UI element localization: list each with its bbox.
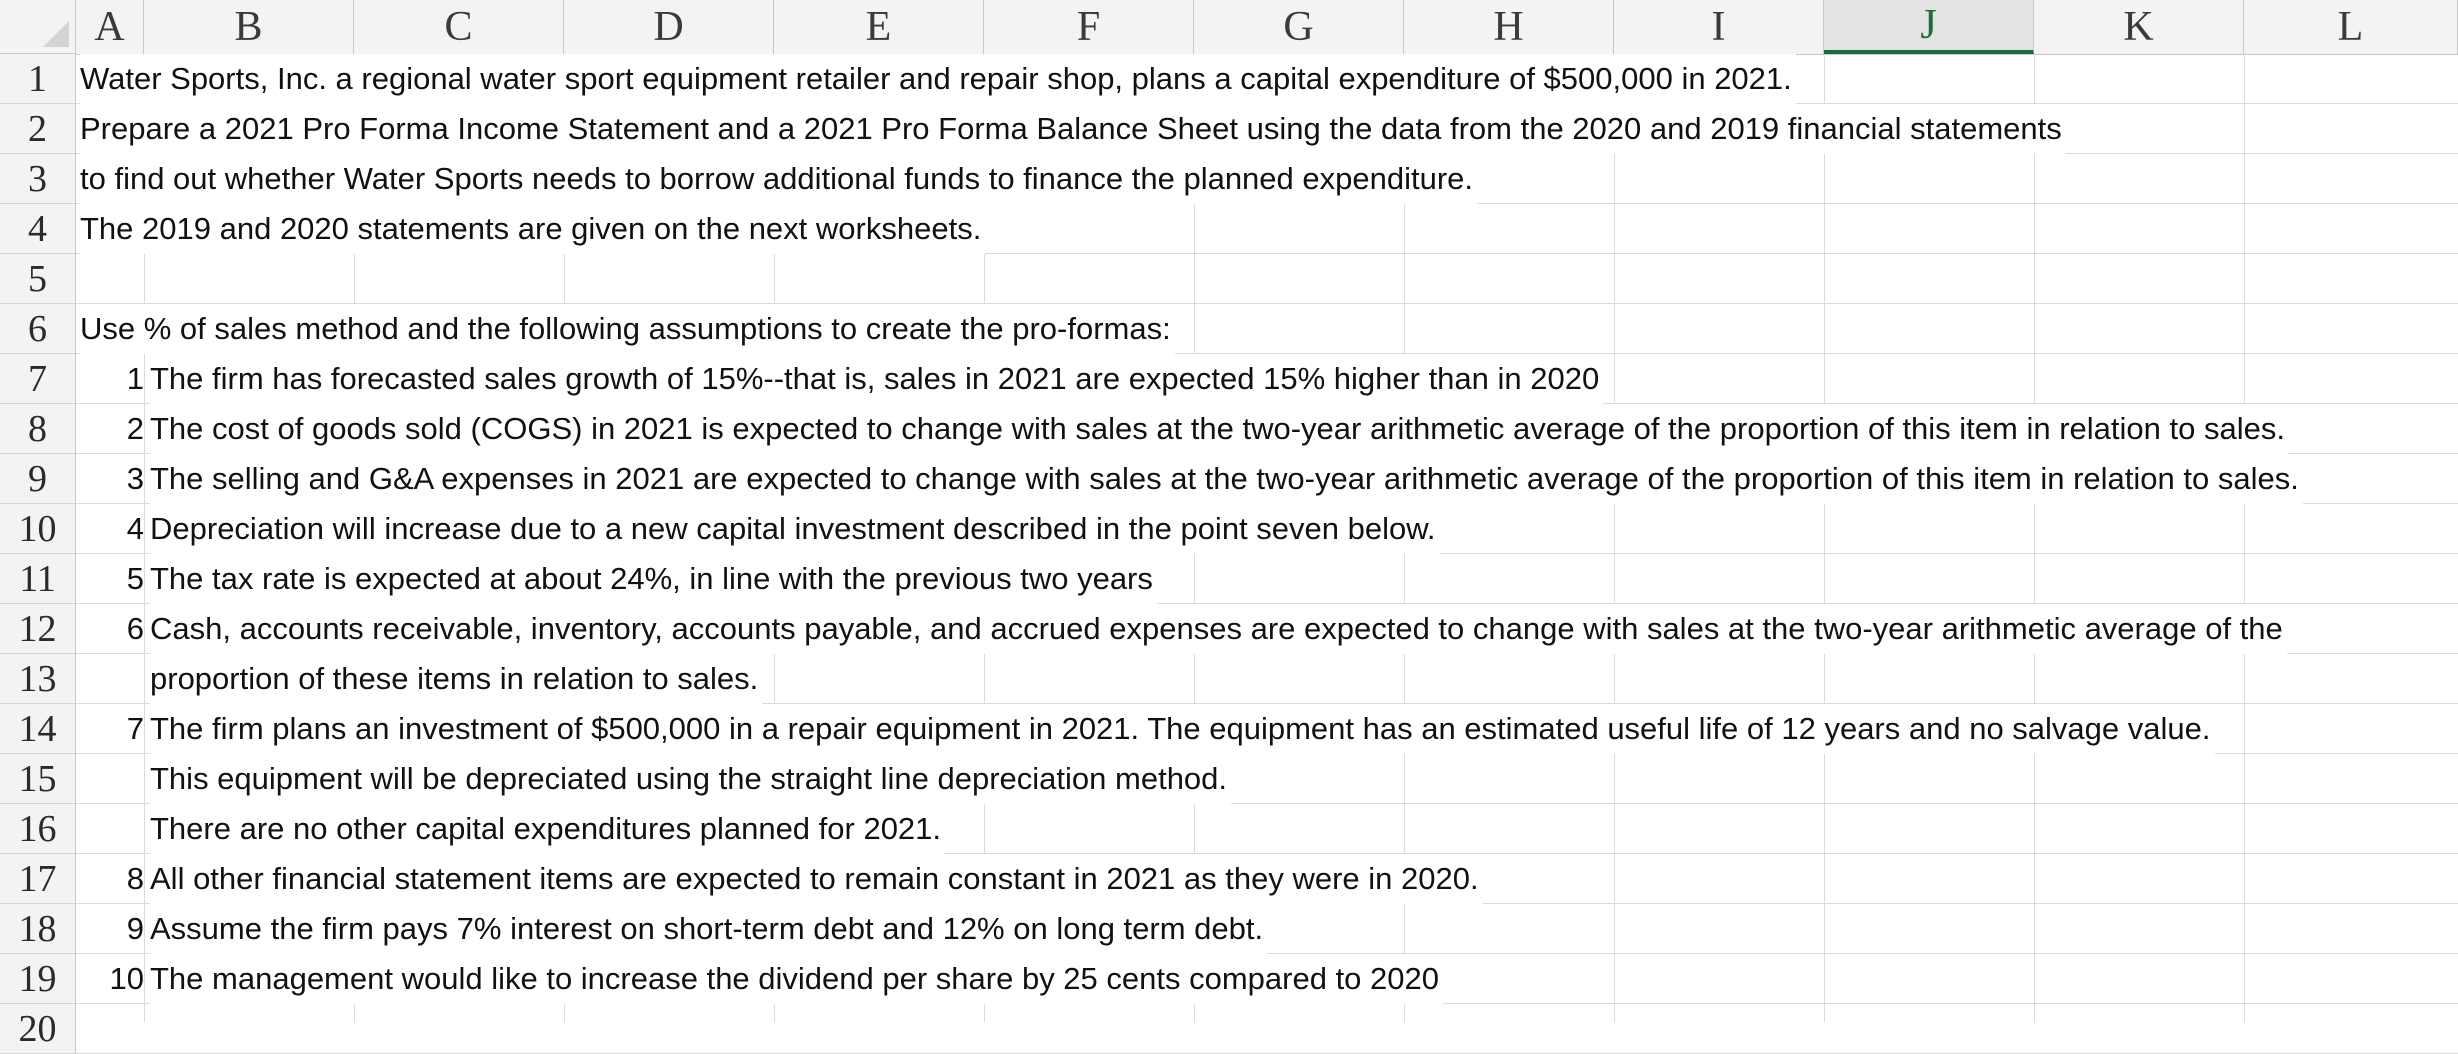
assumption-text[interactable]: The firm has forecasted sales growth of 15%--that is, sales in 2021 are expected 15% higher than in 2020 bbox=[150, 354, 1603, 404]
assumption-number[interactable]: 3 bbox=[126, 461, 144, 496]
assumption-text[interactable]: Cash, accounts receivable, inventory, accounts payable, and accrued expenses are expected to change with sales at the two-year arithmetic average of the bbox=[150, 604, 2287, 654]
assumption-number[interactable]: 5 bbox=[126, 561, 144, 596]
assumption-text[interactable]: The tax rate is expected at about 24%, in line with the previous two years bbox=[150, 554, 1157, 604]
row-header-13[interactable]: 13 bbox=[0, 654, 76, 704]
gridline-vertical bbox=[1614, 54, 1615, 1022]
column-header-j[interactable]: J bbox=[1824, 0, 2034, 54]
cell-a1[interactable]: Water Sports, Inc. a regional water sport equipment retailer and repair shop, plans a capital expenditure of $500,000 in 2021. bbox=[80, 54, 1796, 104]
column-header-a[interactable]: A bbox=[76, 0, 144, 54]
row-header-2[interactable]: 2 bbox=[0, 104, 76, 154]
assumption-number[interactable]: 1 bbox=[126, 361, 144, 396]
row-header-3[interactable]: 3 bbox=[0, 154, 76, 204]
column-header-i[interactable]: I bbox=[1614, 0, 1824, 54]
assumption-text[interactable]: proportion of these items in relation to sales. bbox=[150, 654, 762, 704]
row-header-11[interactable]: 11 bbox=[0, 554, 76, 604]
column-header-k[interactable]: K bbox=[2034, 0, 2244, 54]
assumption-text[interactable]: This equipment will be depreciated using the straight line depreciation method. bbox=[150, 754, 1231, 804]
row-header-18[interactable]: 18 bbox=[0, 904, 76, 954]
assumption-number[interactable]: 8 bbox=[126, 861, 144, 896]
row-header-4[interactable]: 4 bbox=[0, 204, 76, 254]
row-header-9[interactable]: 9 bbox=[0, 454, 76, 504]
row-header-20[interactable]: 20 bbox=[0, 1004, 76, 1054]
gridline-vertical bbox=[2034, 54, 2035, 1022]
assumption-number[interactable]: 6 bbox=[126, 611, 144, 646]
row-header-7[interactable]: 7 bbox=[0, 354, 76, 404]
assumption-text[interactable]: Depreciation will increase due to a new capital investment described in the point seven below. bbox=[150, 504, 1440, 554]
assumption-number[interactable]: 7 bbox=[126, 711, 144, 746]
assumption-number[interactable]: 4 bbox=[126, 511, 144, 546]
assumption-number[interactable]: 9 bbox=[126, 911, 144, 946]
column-header-b[interactable]: B bbox=[144, 0, 354, 54]
row-header-10[interactable]: 10 bbox=[0, 504, 76, 554]
assumption-text[interactable]: The cost of goods sold (COGS) in 2021 is expected to change with sales at the two-year arithmetic average of the proportion of this item in relation to sales. bbox=[150, 404, 2289, 454]
row-header-1[interactable]: 1 bbox=[0, 54, 76, 104]
assumption-number[interactable]: 2 bbox=[126, 411, 144, 446]
column-header-d[interactable]: D bbox=[564, 0, 774, 54]
row-header-16[interactable]: 16 bbox=[0, 804, 76, 854]
row-header-8[interactable]: 8 bbox=[0, 404, 76, 454]
cell-a6[interactable]: Use % of sales method and the following assumptions to create the pro-formas: bbox=[80, 304, 1175, 354]
assumption-text[interactable]: There are no other capital expenditures planned for 2021. bbox=[150, 804, 945, 854]
row-header-5[interactable]: 5 bbox=[0, 254, 76, 304]
gridline-vertical bbox=[1824, 54, 1825, 1022]
assumption-text[interactable]: All other financial statement items are expected to remain constant in 2021 as they were in 2020. bbox=[150, 854, 1483, 904]
select-all-triangle-icon bbox=[43, 21, 69, 47]
column-header-f[interactable]: F bbox=[984, 0, 1194, 54]
column-header-l[interactable]: L bbox=[2244, 0, 2458, 54]
assumption-number[interactable]: 10 bbox=[109, 961, 144, 996]
row-header-15[interactable]: 15 bbox=[0, 754, 76, 804]
row-header-12[interactable]: 12 bbox=[0, 604, 76, 654]
row-header-17[interactable]: 17 bbox=[0, 854, 76, 904]
column-header-g[interactable]: G bbox=[1194, 0, 1404, 54]
assumption-text[interactable]: The management would like to increase the dividend per share by 25 cents compared to 2020 bbox=[150, 954, 1443, 1004]
column-header-c[interactable]: C bbox=[354, 0, 564, 54]
assumption-text[interactable]: Assume the firm pays 7% interest on short-term debt and 12% on long term debt. bbox=[150, 904, 1267, 954]
column-header-h[interactable]: H bbox=[1404, 0, 1614, 54]
assumption-text[interactable]: The selling and G&A expenses in 2021 are expected to change with sales at the two-year arithmetic average of the proportion of this item in relation to sales. bbox=[150, 454, 2303, 504]
column-header-e[interactable]: E bbox=[774, 0, 984, 54]
row-header-6[interactable]: 6 bbox=[0, 304, 76, 354]
row-header-14[interactable]: 14 bbox=[0, 704, 76, 754]
assumption-text[interactable]: The firm plans an investment of $500,000 in a repair equipment in 2021. The equipment has an estimated useful life of 12 years and no salvage value. bbox=[150, 704, 2215, 754]
cell-a2[interactable]: Prepare a 2021 Pro Forma Income Statement and a 2021 Pro Forma Balance Sheet using the data from the 2020 and 2019 financial statements bbox=[80, 104, 2066, 154]
cell-a3[interactable]: to find out whether Water Sports needs to borrow additional funds to finance the planned expenditure. bbox=[80, 154, 1477, 204]
select-all-corner[interactable] bbox=[0, 0, 76, 54]
cell-a4[interactable]: The 2019 and 2020 statements are given on the next worksheets. bbox=[80, 204, 985, 254]
row-header-19[interactable]: 19 bbox=[0, 954, 76, 1004]
gridline-vertical bbox=[2244, 54, 2245, 1022]
